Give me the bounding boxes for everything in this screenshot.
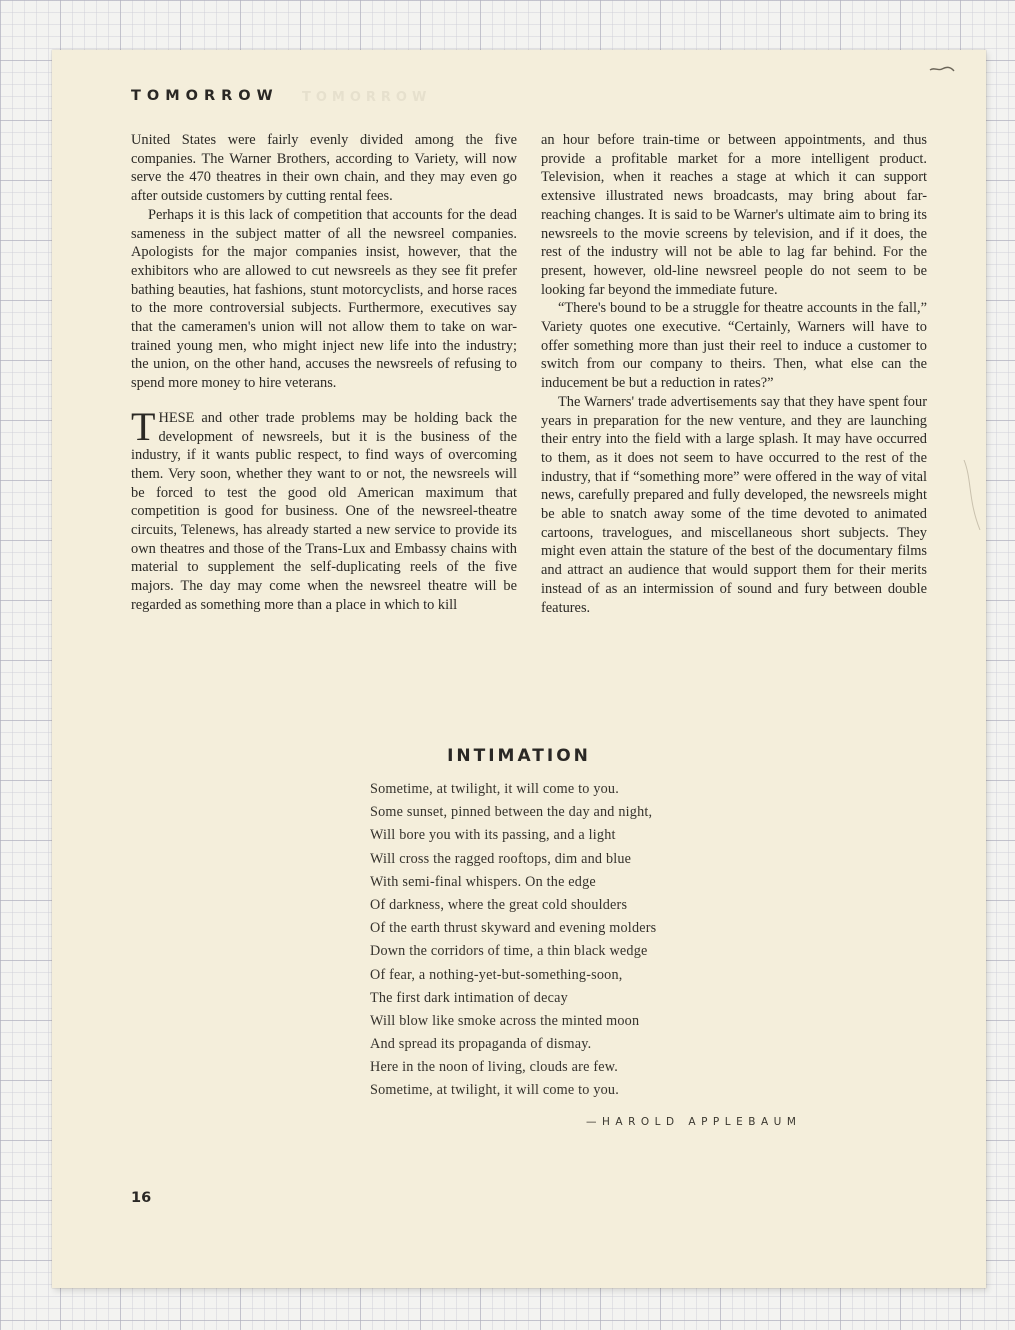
page-number: 16 <box>131 1190 152 1206</box>
poem-line: With semi-final whispers. On the edge <box>370 873 596 890</box>
running-header: TOMORROW <box>131 88 279 104</box>
article-paragraph: an hour before train-time or between appointments, and thus provide a profitable market for a more intelligent product. Television, when it reaches a stage at which it can support extensive illustrated news broadcasts, may bring about far-reaching changes. It is said to be Warner's ultimate aim to bring its newsreels to the movie screens by television, and if it does, the rest of the industry will not be able to lag far behind. For the present, however, old-line newsreel people do not seem to be looking far beyond the immediate future. <box>541 132 927 298</box>
poem-body <box>370 778 656 1103</box>
section-break-text: HESE and other trade problems may be holding back the development of newsreels, but it is the business of the industry, if it wants public respect, to find ways of overcoming them. Very soon, whether they want to or not, the newsreels will be forced to test the good old American maximum that competition is good for business. One of the newsreel-theatre circuits, Telenews, has already started a new service to provide its own theatres and those of the Trans-Lux and Embassy chains with material to supplement the self-duplicating reels of the five majors. The day may come when the newsreel theatre will be regarded as something more than a place in which to kill <box>131 409 517 613</box>
poem-line: Of darkness, where the great cold shoulders <box>370 896 628 913</box>
poem-line: The first dark intimation of decay <box>370 989 568 1006</box>
poem-author: —HAROLD APPLEBAUM <box>586 1116 802 1128</box>
poem-line: And spread its propaganda of dismay. <box>370 1036 592 1053</box>
poem-line: Down the corridors of time, a thin black wedge <box>370 943 648 960</box>
show-through-text: TOMORROW <box>302 90 432 105</box>
article-paragraph: Perhaps it is this lack of competition that accounts for the dead sameness in the subject matter of all the newsreel companies. Apologists for the major companies insist, however, that the exhibitors who are allowed to cut newsreels as they see fit prefer bathing beauties, hat fashions, stunt motorcyclists, and horse races to the more controversial subjects. Furthermore, executives say that the cameramen's union will not allow them to take on war-trained young men, who might inject new life into the industry; the union, on the other hand, accuses the newsreels of refusing to spend more money to hire veterans. <box>131 206 517 392</box>
poem-line: Some sunset, pinned between the day and night, <box>370 804 653 821</box>
poem-line: Will blow like smoke across the minted moon <box>370 1012 640 1029</box>
poem-line: Sometime, at twilight, it will come to you. <box>370 781 619 797</box>
poem-line: Of fear, a nothing-yet-but-something-soon, <box>370 966 623 983</box>
section-break-paragraph <box>131 403 517 615</box>
paper-crease <box>962 460 986 530</box>
ink-smudge-icon <box>928 64 956 74</box>
article-paragraph: The Warners' trade advertisements say that they have spent four years in preparation for the new venture, and they are launching their entry into the field with a large splash. It may have occurred to them, as it does not seem to have occurred to the rest of the industry, that if “something more” were offered in the way of vital news, carefully prepared and fully developed, the newsreels might be able to snatch away some of the time devoted to animated cartoons, travelogues, and miscellaneous short subjects. They might even attain the stature of the best of the documentary films and attract an audience that would support them for their merits instead of as an intermission of sound and fury between double features. <box>541 393 927 616</box>
poem-line: Will cross the ragged rooftops, dim and blue <box>370 850 632 867</box>
poem-title: INTIMATION <box>447 746 591 766</box>
article-paragraph: United States were fairly evenly divided among the five companies. The Warner Brothers, according to Variety, will now serve the 470 theatres in their own chain, and they may even go after outside customers by cutting rental fees. <box>131 132 517 205</box>
poem-line: Sometime, at twilight, it will come to you. <box>370 1082 619 1099</box>
poem-line: Will bore you with its passing, and a light <box>370 827 616 844</box>
poem-line: Here in the noon of living, clouds are few. <box>370 1059 619 1076</box>
article-right-column <box>541 131 927 617</box>
article-paragraph: “There's bound to be a struggle for theatre accounts in the fall,” Variety quotes one executive. “Certainly, Warners will have to offer something more than just their reel to induce a customer to switch from our company to theirs. Then, what else can the inducement be but a reduction in rates?” <box>541 300 927 392</box>
article-left-column <box>131 131 517 615</box>
magazine-page <box>52 50 986 1288</box>
drop-cap: T <box>131 403 156 449</box>
poem-line: Of the earth thrust skyward and evening molders <box>370 920 657 937</box>
